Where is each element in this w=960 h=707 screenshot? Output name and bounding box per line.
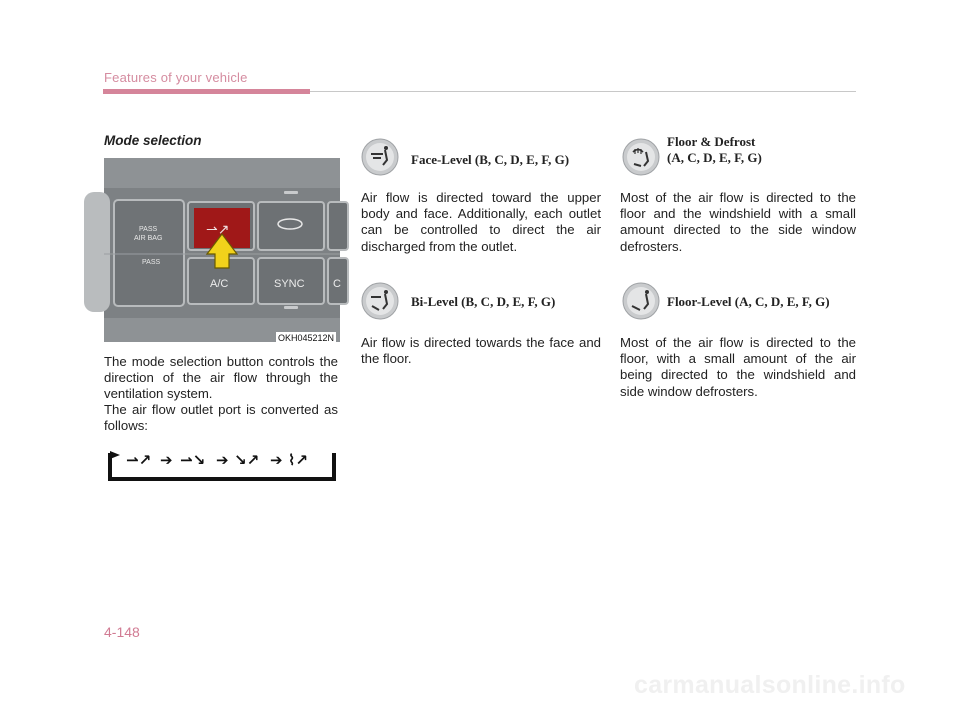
- face-level-icon: [361, 138, 399, 176]
- edge-label: C: [333, 278, 341, 290]
- mode-description: The mode selection button controls the direction of the air flow through the ventilation system.: [104, 354, 338, 402]
- svg-text:⇀↗: ⇀↗: [206, 221, 230, 237]
- header-rule: [310, 91, 856, 92]
- climate-panel-photo: [104, 158, 340, 342]
- svg-text:➔: ➔: [160, 451, 173, 469]
- floor-defrost-mode-icon: ⌇↗: [288, 451, 308, 469]
- airbag-label: AIR BAG: [134, 235, 163, 242]
- bi-level-heading: Bi-Level (B, C, D, E, F, G): [411, 294, 556, 309]
- section-title: Mode selection: [104, 133, 202, 148]
- header-title: Features of your vehicle: [104, 70, 248, 85]
- bilevel-mode-icon: ⇀↘: [180, 451, 206, 469]
- face-level-text: Air flow is directed toward the upper body and face. Additionally, each outlet can be controlled to direct the air discharged from the outlet.: [361, 190, 601, 254]
- floor-level-icon: [622, 282, 660, 320]
- bi-level-icon: [361, 282, 399, 320]
- floor-defrost-icon: [622, 138, 660, 176]
- floor-defrost-heading-1: Floor & Defrost: [667, 134, 756, 149]
- climate-panel-illustration: [104, 158, 340, 342]
- floor-defrost-text: Most of the air flow is directed to the floor and the windshield with a small amount directed to the side window defrosters.: [620, 190, 856, 254]
- pass-label: PASS: [139, 226, 158, 233]
- bi-level-text: Air flow is directed towards the face and the floor.: [361, 335, 601, 367]
- mode-sequence-diagram: [104, 445, 338, 485]
- pass-label-2: PASS: [142, 259, 161, 266]
- floor-level-heading: Floor-Level (A, C, D, E, F, G): [667, 294, 830, 309]
- page-number: 4-148: [104, 624, 140, 640]
- watermark: carmanualsonline.info: [634, 671, 906, 699]
- ac-label: A/C: [210, 278, 229, 290]
- conversion-intro: The air flow outlet port is converted as follows:: [104, 402, 338, 434]
- floor-mode-icon: ↘↗: [234, 451, 260, 469]
- sync-label: SYNC: [274, 278, 305, 290]
- photo-code: OKH045212N: [278, 333, 335, 343]
- face-mode-icon: ⇀↗: [126, 451, 152, 469]
- floor-defrost-heading-2: (A, C, D, E, F, G): [667, 150, 762, 165]
- svg-text:➔: ➔: [216, 451, 229, 469]
- svg-text:➔: ➔: [270, 451, 283, 469]
- face-level-heading: Face-Level (B, C, D, E, F, G): [411, 152, 570, 167]
- header-accent-line: [103, 89, 310, 94]
- floor-level-text: Most of the air flow is directed to the floor, with a small amount of the air being directed to the windshield and side window defrosters.: [620, 335, 856, 399]
